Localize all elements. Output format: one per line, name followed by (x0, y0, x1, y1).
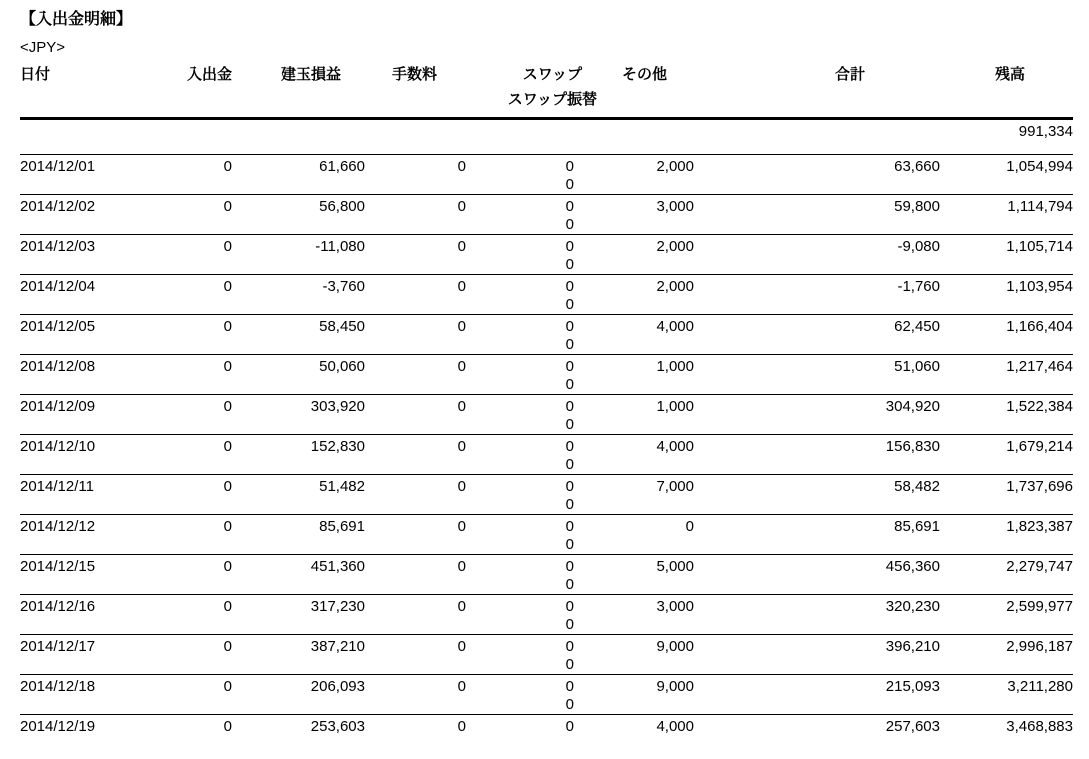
cell-position-pl: 85,691 (319, 518, 365, 535)
cell-date: 2014/12/03 (20, 238, 96, 255)
header-row (20, 62, 1073, 119)
cell-total: 156,830 (885, 438, 940, 455)
cell-swap: 0 0 (466, 555, 574, 595)
cell-swap-transfer: 0 (565, 296, 574, 313)
cell-balance: 3,211,280 (1007, 678, 1073, 695)
cell-swap: 0 0 (466, 275, 574, 315)
cell-other: 9,000 (656, 678, 694, 695)
cell-commission: 0 (457, 198, 466, 215)
column-header-swap-transfer: スワップ振替 (507, 91, 597, 108)
table-header (20, 62, 1073, 119)
cell-swap: 0 0 (466, 395, 574, 435)
cell-balance: 1,105,714 (1006, 238, 1073, 255)
cell-total: 396,210 (885, 638, 940, 655)
page-title: 【入出金明細】 (20, 11, 133, 28)
column-header-position-pl: 建玉損益 (232, 62, 365, 119)
table-row (20, 555, 1073, 595)
opening-balance-value: 991,334 (1018, 123, 1073, 140)
cell-swap: 0 0 (466, 635, 574, 675)
cell-swap: 0 0 (466, 315, 574, 355)
cell-other: 0 (685, 518, 694, 535)
cell-position-pl: 56,800 (319, 198, 365, 215)
cell-date: 2014/12/15 (20, 558, 96, 575)
cell-balance: 1,054,994 (1006, 158, 1073, 175)
cell-date: 2014/12/01 (20, 158, 96, 175)
cell-deposit-withdrawal: 0 (223, 638, 232, 655)
cell-other: 3,000 (656, 198, 694, 215)
cell-balance: 1,522,384 (1006, 398, 1073, 415)
cell-balance: 1,166,404 (1006, 318, 1073, 335)
cell-total: 215,093 (885, 678, 940, 695)
cell-swap: 0 0 (466, 515, 574, 555)
cell-deposit-withdrawal: 0 (223, 398, 232, 415)
cell-total: 59,800 (894, 198, 940, 215)
cell-deposit-withdrawal: 0 (223, 678, 232, 695)
cell-swap-transfer: 0 (565, 496, 574, 513)
table-row (20, 715, 1073, 755)
cell-date: 2014/12/10 (20, 438, 96, 455)
table-row (20, 475, 1073, 515)
cell-swap: 0 0 (466, 475, 574, 515)
cell-swap-transfer: 0 (565, 536, 574, 553)
cell-commission: 0 (457, 678, 466, 695)
cell-balance: 1,823,387 (1006, 518, 1073, 535)
column-header-other: その他 (574, 62, 694, 119)
table-row (20, 595, 1073, 635)
cell-total: 62,450 (894, 318, 940, 335)
table-row (20, 155, 1073, 195)
cell-position-pl: 58,450 (319, 318, 365, 335)
table-row (20, 675, 1073, 715)
cell-swap-transfer: 0 (565, 576, 574, 593)
cell-total: 58,482 (894, 478, 940, 495)
cell-position-pl: 61,660 (319, 158, 365, 175)
cell-position-pl: 303,920 (310, 398, 365, 415)
cell-other: 4,000 (656, 718, 694, 735)
cell-deposit-withdrawal: 0 (223, 518, 232, 535)
cell-total: 85,691 (894, 518, 940, 535)
column-header-total: 合計 (694, 62, 940, 119)
table-row (20, 275, 1073, 315)
cell-total: 51,060 (894, 358, 940, 375)
cell-date: 2014/12/04 (20, 278, 96, 295)
cell-balance: 2,279,747 (1006, 558, 1073, 575)
cell-swap-transfer (466, 736, 574, 754)
cell-swap-transfer: 0 (565, 616, 574, 633)
cell-date: 2014/12/17 (20, 638, 96, 655)
cell-balance: 2,599,977 (1006, 598, 1073, 615)
cell-other: 5,000 (656, 558, 694, 575)
cell-balance: 3,468,883 (1006, 718, 1073, 735)
cell-other: 9,000 (656, 638, 694, 655)
cell-swap-transfer: 0 (565, 696, 574, 713)
cell-commission: 0 (457, 398, 466, 415)
cell-balance: 1,679,214 (1006, 438, 1073, 455)
cell-other: 2,000 (656, 238, 694, 255)
table-row (20, 195, 1073, 235)
cell-swap-transfer: 0 (565, 376, 574, 393)
cell-deposit-withdrawal: 0 (223, 158, 232, 175)
cell-commission: 0 (457, 718, 466, 735)
cell-swap-transfer: 0 (565, 656, 574, 673)
cell-other: 3,000 (656, 598, 694, 615)
cell-deposit-withdrawal: 0 (223, 358, 232, 375)
table-row (20, 315, 1073, 355)
cell-other: 7,000 (656, 478, 694, 495)
cell-deposit-withdrawal: 0 (223, 318, 232, 335)
table-row (20, 635, 1073, 675)
cell-deposit-withdrawal: 0 (223, 198, 232, 215)
column-header-deposit-withdrawal: 入出金 (180, 62, 232, 119)
table-row (20, 355, 1073, 395)
table-body (20, 119, 1073, 755)
cell-date: 2014/12/19 (20, 718, 96, 735)
cell-commission: 0 (457, 358, 466, 375)
cell-other: 1,000 (656, 358, 694, 375)
cell-swap-transfer: 0 (565, 456, 574, 473)
cell-balance: 2,996,187 (1006, 638, 1073, 655)
cell-swap-transfer: 0 (565, 216, 574, 233)
cell-total: 320,230 (885, 598, 940, 615)
cell-other: 2,000 (656, 158, 694, 175)
cell-commission: 0 (457, 558, 466, 575)
cell-swap-transfer: 0 (565, 416, 574, 433)
opening-balance-row (20, 119, 1073, 155)
cell-deposit-withdrawal: 0 (223, 598, 232, 615)
cell-date: 2014/12/02 (20, 198, 96, 215)
cell-other: 1,000 (656, 398, 694, 415)
cell-other: 2,000 (656, 278, 694, 295)
cell-position-pl: -3,760 (322, 278, 365, 295)
transaction-table (20, 62, 1073, 754)
cell-balance: 1,114,794 (1007, 198, 1073, 215)
cell-date: 2014/12/12 (20, 518, 96, 535)
cell-commission: 0 (457, 598, 466, 615)
cell-other: 4,000 (656, 318, 694, 335)
cell-total: 304,920 (885, 398, 940, 415)
cell-position-pl: 51,482 (319, 478, 365, 495)
table-row (20, 435, 1073, 475)
cell-total: -9,080 (897, 238, 940, 255)
cell-date: 2014/12/16 (20, 598, 96, 615)
table-row (20, 235, 1073, 275)
cell-balance: 1,103,954 (1006, 278, 1073, 295)
cell-date: 2014/12/08 (20, 358, 96, 375)
cell-deposit-withdrawal: 0 (223, 478, 232, 495)
cell-swap-transfer: 0 (565, 176, 574, 193)
column-header-swap: スワップ スワップ振替 (466, 62, 574, 119)
cell-position-pl: 253,603 (310, 718, 365, 735)
cell-swap: 0 0 (466, 195, 574, 235)
cell-position-pl: 387,210 (310, 638, 365, 655)
cell-balance: 1,737,696 (1006, 478, 1073, 495)
cell-date: 2014/12/18 (20, 678, 96, 695)
cell-date: 2014/12/09 (20, 398, 96, 415)
cell-position-pl: -11,080 (315, 238, 365, 255)
cell-position-pl: 50,060 (319, 358, 365, 375)
cell-total: 63,660 (894, 158, 940, 175)
cell-date: 2014/12/05 (20, 318, 96, 335)
cell-swap: 0 0 (466, 235, 574, 275)
cell-deposit-withdrawal: 0 (223, 438, 232, 455)
cell-commission: 0 (457, 238, 466, 255)
cell-position-pl: 206,093 (310, 678, 365, 695)
cell-deposit-withdrawal: 0 (223, 558, 232, 575)
cell-commission: 0 (457, 478, 466, 495)
cell-balance: 1,217,464 (1006, 358, 1073, 375)
cell-deposit-withdrawal: 0 (223, 278, 232, 295)
cell-total: 257,603 (885, 718, 940, 735)
cell-commission: 0 (457, 438, 466, 455)
cell-position-pl: 317,230 (310, 598, 365, 615)
column-header-commission: 手数料 (365, 62, 466, 119)
cell-commission: 0 (457, 518, 466, 535)
cell-commission: 0 (457, 318, 466, 335)
cell-other: 4,000 (656, 438, 694, 455)
cell-position-pl: 152,830 (310, 438, 365, 455)
cell-position-pl: 451,360 (310, 558, 365, 575)
cell-date: 2014/12/11 (20, 478, 94, 495)
cell-swap: 0 0 (466, 155, 574, 195)
cell-deposit-withdrawal: 0 (223, 238, 232, 255)
cell-swap: 0 0 (466, 355, 574, 395)
cell-swap: 0 (466, 715, 574, 755)
cell-swap-transfer: 0 (565, 256, 574, 273)
cell-swap: 0 0 (466, 435, 574, 475)
cell-deposit-withdrawal: 0 (223, 718, 232, 735)
column-header-date: 日付 (20, 62, 180, 119)
table-row (20, 395, 1073, 435)
cell-commission: 0 (457, 278, 466, 295)
cell-commission: 0 (457, 158, 466, 175)
cell-swap: 0 0 (466, 675, 574, 715)
cell-total: -1,760 (897, 278, 940, 295)
cell-commission: 0 (457, 638, 466, 655)
cell-swap: 0 0 (466, 595, 574, 635)
cell-total: 456,360 (885, 558, 940, 575)
table-row (20, 515, 1073, 555)
cell-swap-transfer: 0 (565, 336, 574, 353)
column-header-balance: 残高 (940, 62, 1073, 119)
currency-label: <JPY> (20, 39, 66, 56)
